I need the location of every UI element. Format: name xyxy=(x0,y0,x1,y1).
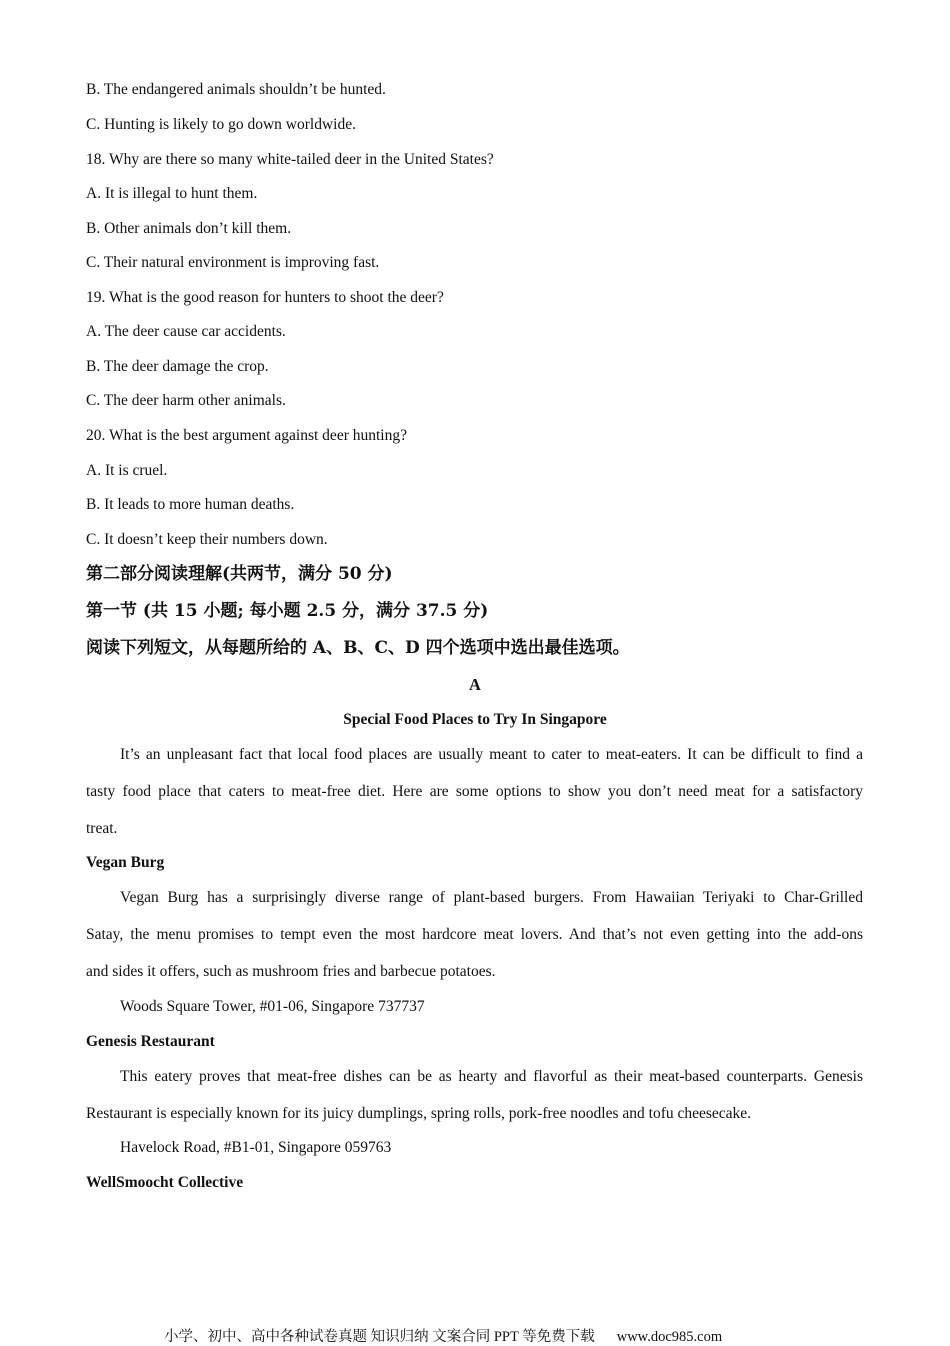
vegan-burg-line: Satay, the menu promises to tempt even the most hardcore meat lovers. And that’s not even getting into the add-ons xyxy=(86,926,863,943)
q19-option-b: B. The deer damage the crop. xyxy=(86,358,269,375)
q20-stem: 20. What is the best argument against deer hunting? xyxy=(86,427,407,444)
vegan-burg-line: Vegan Burg has a surprisingly diverse range of plant-based burgers. From Hawaiian Teriyaki to Char-Grilled xyxy=(120,889,863,906)
part-title: 第二部分阅读理解(共两节，满分 50 分) xyxy=(86,564,393,584)
footer-text: 小学、初中、高中各种试卷真题 知识归纳 文案合同 PPT 等免费下载 xyxy=(164,1329,595,1345)
intro-line: tasty food place that caters to meat-free diet. Here are some options to show you don’t need meat for a satisfactory xyxy=(86,783,863,800)
wellsmoocht-heading: WellSmoocht Collective xyxy=(86,1174,244,1191)
genesis-heading: Genesis Restaurant xyxy=(86,1033,215,1050)
footer-url[interactable]: www.doc985.com xyxy=(616,1329,723,1345)
q18-option-b: B. Other animals don’t kill them. xyxy=(86,220,292,237)
q19-option-a: A. The deer cause car accidents. xyxy=(86,323,286,340)
intro-line: treat. xyxy=(86,820,118,837)
passage-title: Special Food Places to Try In Singapore xyxy=(343,711,607,728)
vegan-burg-heading: Vegan Burg xyxy=(86,854,165,871)
q20-option-a: A. It is cruel. xyxy=(86,462,168,479)
passage-letter: A xyxy=(469,675,481,694)
q18-stem: 18. Why are there so many white-tailed deer in the United States? xyxy=(86,151,494,168)
intro-line: It’s an unpleasant fact that local food places are usually meant to cater to meat-eaters. It can be difficult to find a xyxy=(120,746,863,763)
q20-option-c: C. It doesn’t keep their numbers down. xyxy=(86,531,328,548)
genesis-address: Havelock Road, #B1-01, Singapore 059763 xyxy=(120,1139,392,1156)
genesis-line: This eatery proves that meat-free dishes can be as hearty and flavorful as their meat-based counterparts. Genesis xyxy=(120,1068,863,1085)
page-footer xyxy=(164,1325,722,1346)
q18-option-a: A. It is illegal to hunt them. xyxy=(86,185,258,202)
q17-option-b: B. The endangered animals shouldn’t be hunted. xyxy=(86,81,386,98)
q18-option-c: C. Their natural environment is improving fast. xyxy=(86,254,380,271)
vegan-burg-line: and sides it offers, such as mushroom fries and barbecue potatoes. xyxy=(86,963,496,980)
q19-option-c: C. The deer harm other animals. xyxy=(86,392,286,409)
vegan-burg-address: Woods Square Tower, #01-06, Singapore 737737 xyxy=(120,998,425,1015)
section-instruction: 阅读下列短文，从每题所给的 A、B、C、D 四个选项中选出最佳选项。 xyxy=(86,638,630,658)
genesis-line: Restaurant is especially known for its juicy dumplings, spring rolls, pork-free noodles and tofu cheesecake. xyxy=(86,1105,752,1122)
q17-option-c: C. Hunting is likely to go down worldwide. xyxy=(86,116,356,133)
section-title: 第一节 (共 15 小题; 每小题 2.5 分，满分 37.5 分) xyxy=(86,601,489,621)
q20-option-b: B. It leads to more human deaths. xyxy=(86,496,295,513)
q19-stem: 19. What is the good reason for hunters to shoot the deer? xyxy=(86,289,444,306)
